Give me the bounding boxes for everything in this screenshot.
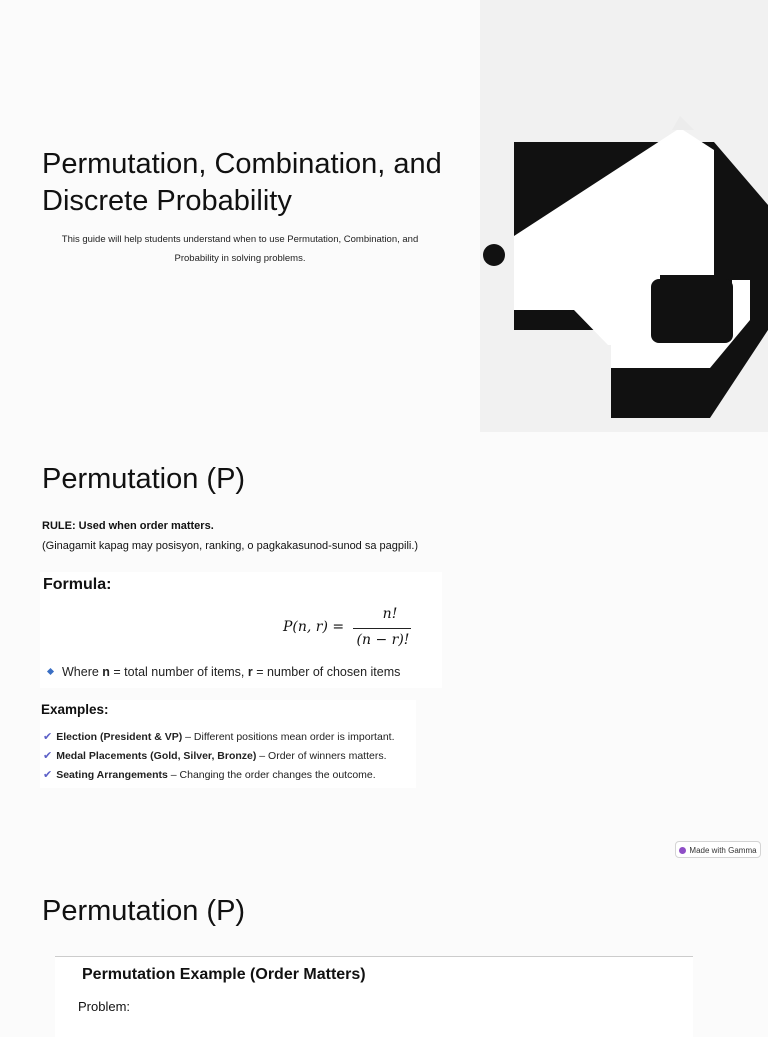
hero-subtitle: This guide will help students understand when to use Permutation, Combination, and Probability in solving problems. [61, 234, 419, 264]
formula-heading: Formula: [43, 576, 112, 593]
permutation-formula [283, 606, 443, 650]
formula-lhs: P(n, r) = [283, 619, 345, 635]
checkmark-icon: ✔ [43, 769, 53, 781]
example-strong: Medal Placements (Gold, Silver, Bronze) [56, 750, 257, 762]
diamond-bullet-icon [47, 668, 54, 675]
example-rest: – Order of winners matters. [256, 750, 387, 762]
formula-card [40, 572, 442, 688]
checkmark-icon: ✔ [43, 731, 53, 743]
example-strong: Seating Arrangements [56, 769, 168, 781]
example-rest: – Different positions mean order is important. [182, 731, 395, 743]
checkmark-icon: ✔ [43, 750, 53, 762]
gamma-logo-icon [679, 847, 686, 854]
hero-title: Permutation, Combination, and Discrete Probability [42, 148, 442, 217]
rule-text: RULE: Used when order matters. [42, 520, 214, 532]
examples-card [40, 700, 416, 788]
problem-label: Problem: [78, 999, 131, 1014]
fraction-bar [353, 628, 411, 629]
note-var-r: r [247, 665, 253, 679]
list-item [43, 749, 387, 762]
examples-heading: Examples: [41, 702, 109, 717]
made-with-gamma-button[interactable] [675, 841, 761, 858]
list-item [43, 768, 376, 781]
list-item [43, 730, 395, 743]
rule-note: (Ginagamit kapag may posisyon, ranking, o pagkakasunod-sunod sa pagpili.) [42, 540, 419, 552]
note-part: = number of chosen items [252, 665, 401, 679]
example-rest: – Changing the order changes the outcome. [167, 769, 376, 781]
badge-label: Made with Gamma [689, 846, 757, 855]
formula-numerator: n! [382, 606, 398, 622]
abstract-geometric-art-icon [480, 0, 768, 432]
section-title: Permutation (P) [42, 463, 246, 495]
note-var-n: n [102, 665, 110, 679]
note-part: Where [62, 665, 103, 679]
formula-denominator: (n − r)! [356, 632, 410, 648]
example-card [55, 956, 693, 1037]
formula-note [48, 665, 400, 679]
example-card-title: Permutation Example (Order Matters) [82, 966, 366, 983]
note-part: = total number of items, [109, 665, 248, 679]
example-strong: Election (President & VP) [56, 731, 183, 743]
section-title: Permutation (P) [42, 895, 246, 927]
